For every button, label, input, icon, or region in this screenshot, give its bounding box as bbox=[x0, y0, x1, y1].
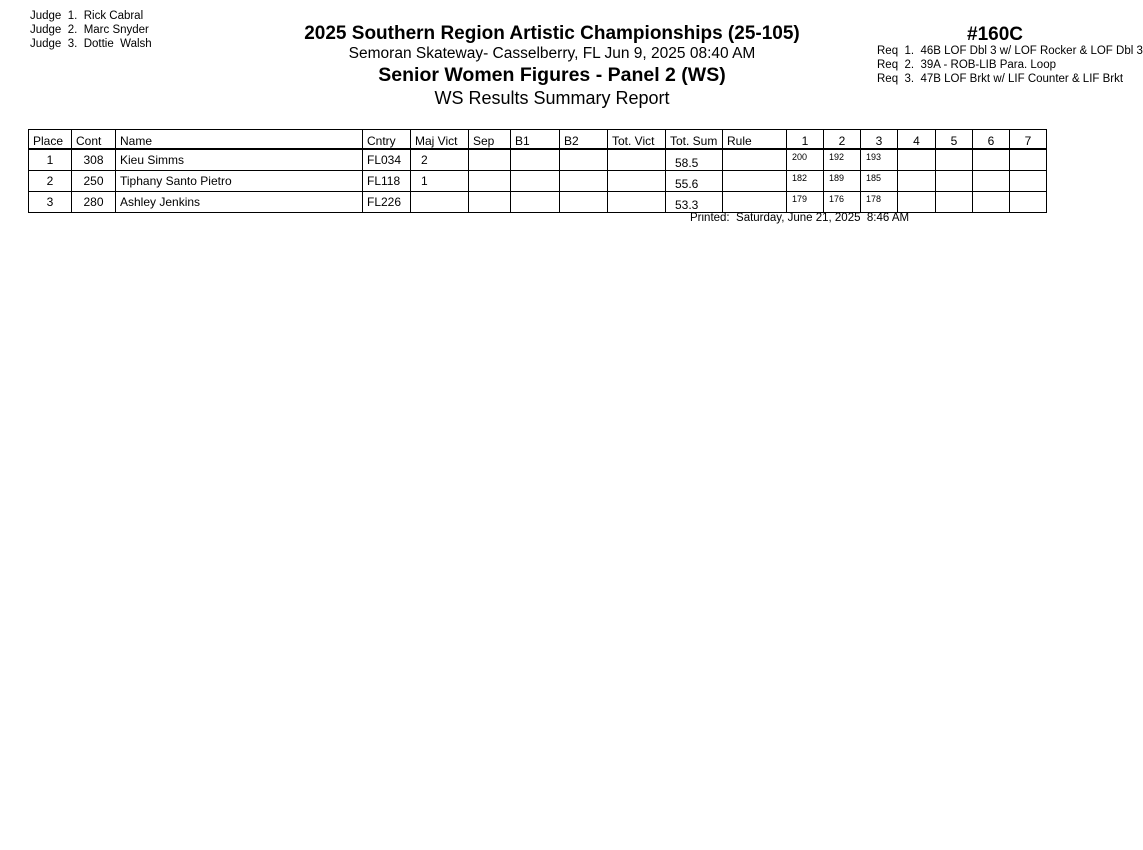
requirement-1: Req 1. 46B LOF Dbl 3 w/ LOF Rocker & LOF Dbl 3 bbox=[877, 45, 1143, 57]
tot-sum-cell: 53.3 bbox=[666, 192, 723, 213]
judge-3: Judge 3. Dottie Walsh bbox=[30, 38, 152, 50]
cont-cell: 250 bbox=[72, 171, 116, 192]
col-judge-4: 4 bbox=[898, 130, 936, 150]
table-header-row bbox=[29, 130, 1047, 150]
judge-2-score: 189 bbox=[824, 171, 861, 192]
event-id: #160C bbox=[967, 24, 1023, 45]
requirement-3: Req 3. 47B LOF Brkt w/ LIF Counter & LIF Brkt bbox=[877, 73, 1124, 85]
col-b2: B2 bbox=[560, 130, 608, 150]
col-cont: Cont bbox=[72, 130, 116, 150]
judge-4-score bbox=[898, 149, 936, 171]
cntry-cell: FL034 bbox=[363, 149, 411, 171]
judge-1-score: 182 bbox=[787, 171, 824, 192]
judge-3-score: 185 bbox=[861, 171, 898, 192]
printed-timestamp: Printed: Saturday, June 21, 2025 8:46 AM bbox=[690, 212, 910, 224]
table-row bbox=[29, 171, 1047, 192]
judge-5-score bbox=[936, 171, 973, 192]
tot-vict-cell bbox=[608, 171, 666, 192]
rule-cell bbox=[723, 149, 787, 171]
col-judge-3: 3 bbox=[861, 130, 898, 150]
cntry-cell: FL118 bbox=[363, 171, 411, 192]
maj-vict-cell: 2 bbox=[411, 149, 469, 171]
judge-list bbox=[30, 9, 152, 51]
place-cell: 1 bbox=[29, 149, 72, 171]
col-cntry: Cntry bbox=[363, 130, 411, 150]
tot-vict-cell bbox=[608, 192, 666, 213]
judge-3-score: 178 bbox=[861, 192, 898, 213]
sep-cell bbox=[469, 192, 511, 213]
judge-7-score bbox=[1010, 192, 1047, 213]
cont-cell: 280 bbox=[72, 192, 116, 213]
place-cell: 3 bbox=[29, 192, 72, 213]
judge-1-score: 179 bbox=[787, 192, 824, 213]
tot-sum-cell: 55.6 bbox=[666, 171, 723, 192]
col-name: Name bbox=[116, 130, 363, 150]
judge-3-score: 193 bbox=[861, 149, 898, 171]
col-place: Place bbox=[29, 130, 72, 150]
b1-cell bbox=[511, 192, 560, 213]
judge-1-score: 200 bbox=[787, 149, 824, 171]
col-tot-sum: Tot. Sum bbox=[666, 130, 723, 150]
event-title: Senior Women Figures - Panel 2 (WS) bbox=[378, 64, 726, 86]
judge-6-score bbox=[973, 149, 1010, 171]
rule-cell bbox=[723, 192, 787, 213]
judge-2-score: 192 bbox=[824, 149, 861, 171]
name-cell: Ashley Jenkins bbox=[116, 192, 363, 213]
judge-6-score bbox=[973, 192, 1010, 213]
report-header bbox=[252, 23, 852, 109]
maj-vict-cell: 1 bbox=[411, 171, 469, 192]
b1-cell bbox=[511, 171, 560, 192]
judge-2: Judge 2. Marc Snyder bbox=[30, 24, 149, 36]
judge-4-score bbox=[898, 192, 936, 213]
competition-title: 2025 Southern Region Artistic Championships (25-105) bbox=[304, 23, 800, 44]
judge-4-score bbox=[898, 171, 936, 192]
venue-line: Semoran Skateway- Casselberry, FL Jun 9, 2025 08:40 AM bbox=[348, 45, 756, 62]
b2-cell bbox=[560, 192, 608, 213]
requirement-2: Req 2. 39A - ROB-LIB Para. Loop bbox=[877, 59, 1056, 71]
judge-2-score: 176 bbox=[824, 192, 861, 213]
col-sep: Sep bbox=[469, 130, 511, 150]
judge-7-score bbox=[1010, 149, 1047, 171]
tot-vict-cell bbox=[608, 149, 666, 171]
col-b1: B1 bbox=[511, 130, 560, 150]
tot-sum-cell: 58.5 bbox=[666, 149, 723, 171]
cntry-cell: FL226 bbox=[363, 192, 411, 213]
col-judge-2: 2 bbox=[824, 130, 861, 150]
col-judge-6: 6 bbox=[973, 130, 1010, 150]
maj-vict-cell bbox=[411, 192, 469, 213]
col-maj-vict: Maj Vict bbox=[411, 130, 469, 150]
b2-cell bbox=[560, 149, 608, 171]
judge-7-score bbox=[1010, 171, 1047, 192]
judge-6-score bbox=[973, 171, 1010, 192]
cont-cell: 308 bbox=[72, 149, 116, 171]
judge-5-score bbox=[936, 192, 973, 213]
col-tot-vict: Tot. Vict bbox=[608, 130, 666, 150]
col-rule: Rule bbox=[723, 130, 787, 150]
table-row bbox=[29, 192, 1047, 213]
sep-cell bbox=[469, 149, 511, 171]
col-judge-7: 7 bbox=[1010, 130, 1047, 150]
b1-cell bbox=[511, 149, 560, 171]
requirements-list bbox=[877, 44, 1143, 86]
sep-cell bbox=[469, 171, 511, 192]
report-title: WS Results Summary Report bbox=[434, 88, 670, 108]
results-table bbox=[28, 129, 1047, 213]
judge-1: Judge 1. Rick Cabral bbox=[30, 10, 144, 22]
table-row bbox=[29, 149, 1047, 171]
name-cell: Kieu Simms bbox=[116, 149, 363, 171]
judge-5-score bbox=[936, 149, 973, 171]
name-cell: Tiphany Santo Pietro bbox=[116, 171, 363, 192]
rule-cell bbox=[723, 171, 787, 192]
col-judge-1: 1 bbox=[787, 130, 824, 150]
place-cell: 2 bbox=[29, 171, 72, 192]
b2-cell bbox=[560, 171, 608, 192]
col-judge-5: 5 bbox=[936, 130, 973, 150]
